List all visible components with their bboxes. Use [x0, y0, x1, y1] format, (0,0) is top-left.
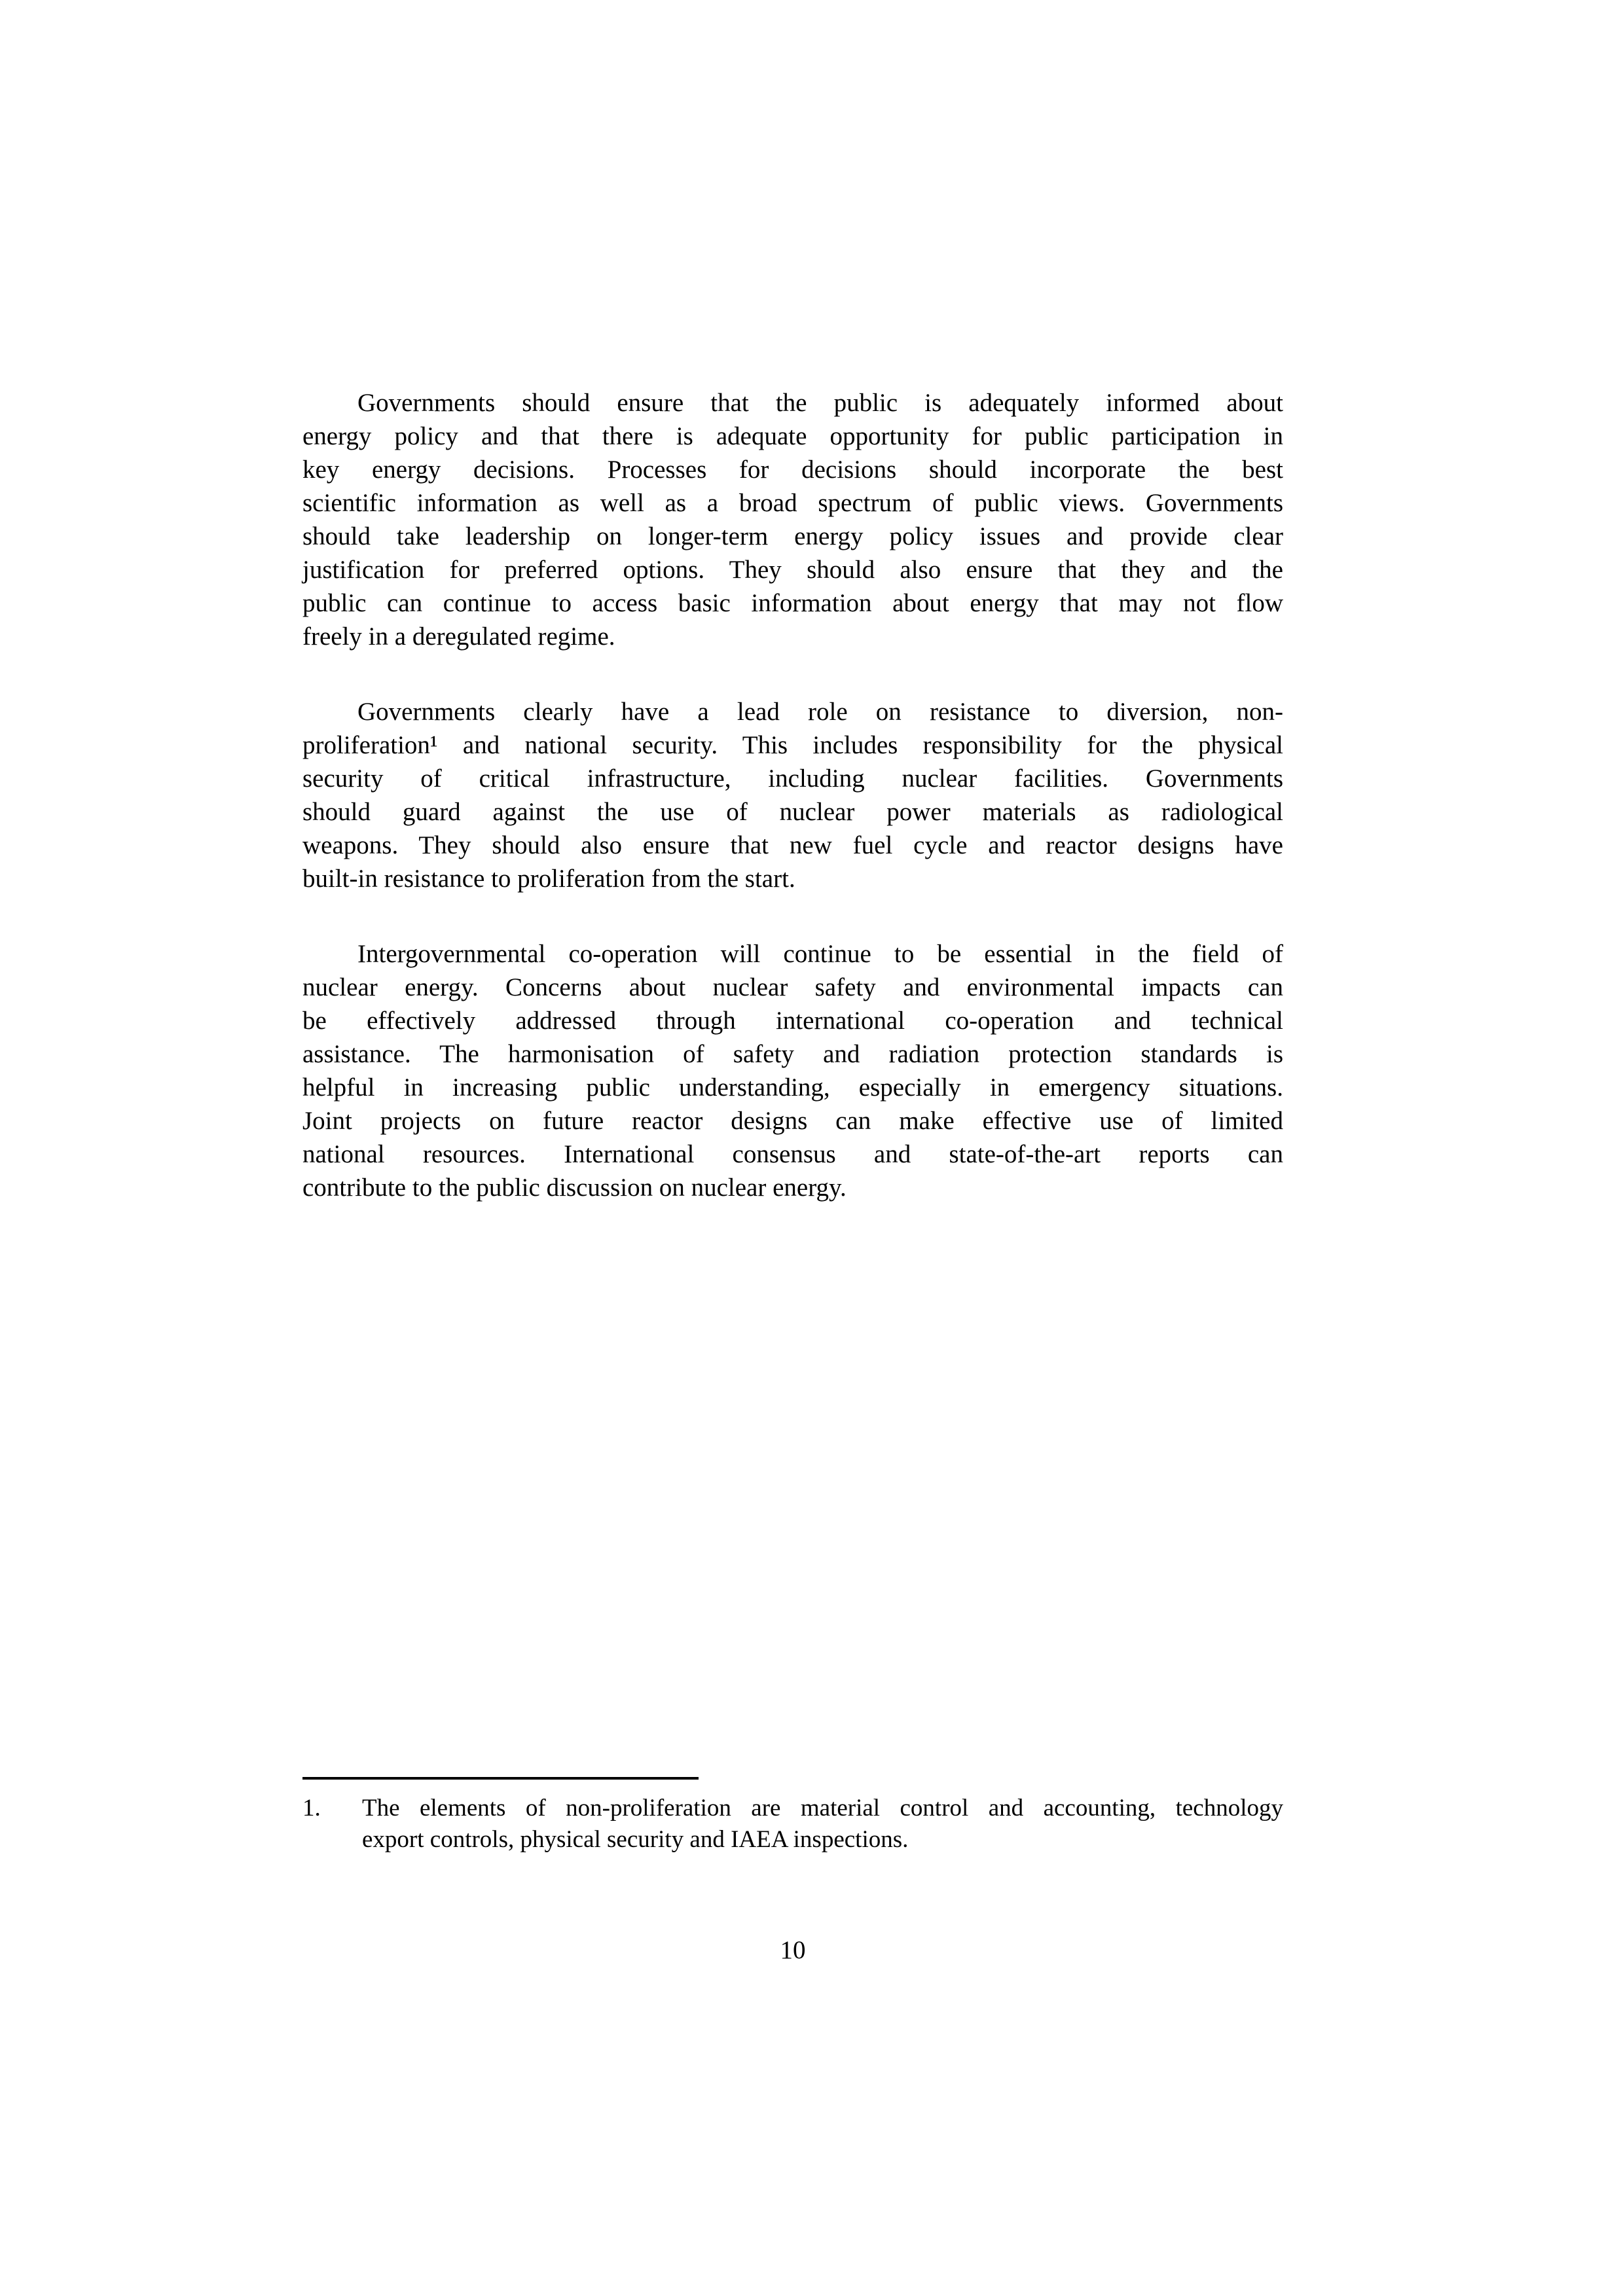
text-line: key energy decisions. Processes for decisions should incorporate the best [302, 456, 1283, 484]
text-line: scientific information as well as a broad spectrum of public views. Governments [302, 489, 1283, 517]
body-text [302, 386, 1283, 1204]
text-line: Joint projects on future reactor designs can make effective use of limited [302, 1107, 1283, 1135]
text-line: national resources. International consensus and state-of-the-art reports can [302, 1140, 1283, 1168]
footnote [302, 1793, 1283, 1856]
text-line: contribute to the public discussion on nuclear energy. [302, 1174, 847, 1202]
text-line: should take leadership on longer-term energy policy issues and provide clear [302, 522, 1283, 550]
paragraph-non-proliferation [302, 695, 1283, 895]
text-line: nuclear energy. Concerns about nuclear safety and environmental impacts can [302, 973, 1283, 1001]
footnote-marker: 1. [302, 1795, 321, 1821]
page-number: 10 [780, 1936, 806, 1964]
text-line: security of critical infrastructure, including nuclear facilities. Governments [302, 764, 1283, 793]
text-line: weapons. They should also ensure that new fuel cycle and reactor designs have [302, 831, 1283, 859]
paragraph-intergovernmental-cooperation [302, 937, 1283, 1204]
text-line: The elements of non-proliferation are material control and accounting, technology [362, 1795, 1283, 1821]
footnote-text [362, 1793, 1283, 1856]
text-line: be effectively addressed through international co-operation and technical [302, 1007, 1283, 1035]
text-line: proliferation¹ and national security. This includes responsibility for the physical [302, 731, 1283, 759]
text-line: Governments should ensure that the public is adequately informed about [357, 389, 1283, 417]
text-line: built-in resistance to proliferation from the start. [302, 865, 795, 893]
footnote-separator-rule [302, 1777, 699, 1780]
text-line: assistance. The harmonisation of safety and radiation protection standards is [302, 1040, 1283, 1068]
text-line: energy policy and that there is adequate opportunity for public participation in [302, 422, 1283, 450]
text-line: public can continue to access basic information about energy that may not flow [302, 589, 1283, 617]
text-line: helpful in increasing public understanding, especially in emergency situations. [302, 1073, 1283, 1102]
text-line: Intergovernmental co-operation will continue to be essential in the field of [357, 940, 1283, 968]
text-line: Governments clearly have a lead role on resistance to diversion, non- [357, 698, 1283, 726]
text-line: justification for preferred options. They should also ensure that they and the [302, 556, 1283, 584]
text-line: should guard against the use of nuclear power materials as radiological [302, 798, 1283, 826]
text-line: freely in a deregulated regime. [302, 622, 615, 651]
paragraph-public-information [302, 386, 1283, 653]
text-line: export controls, physical security and IAEA inspections. [362, 1826, 909, 1853]
